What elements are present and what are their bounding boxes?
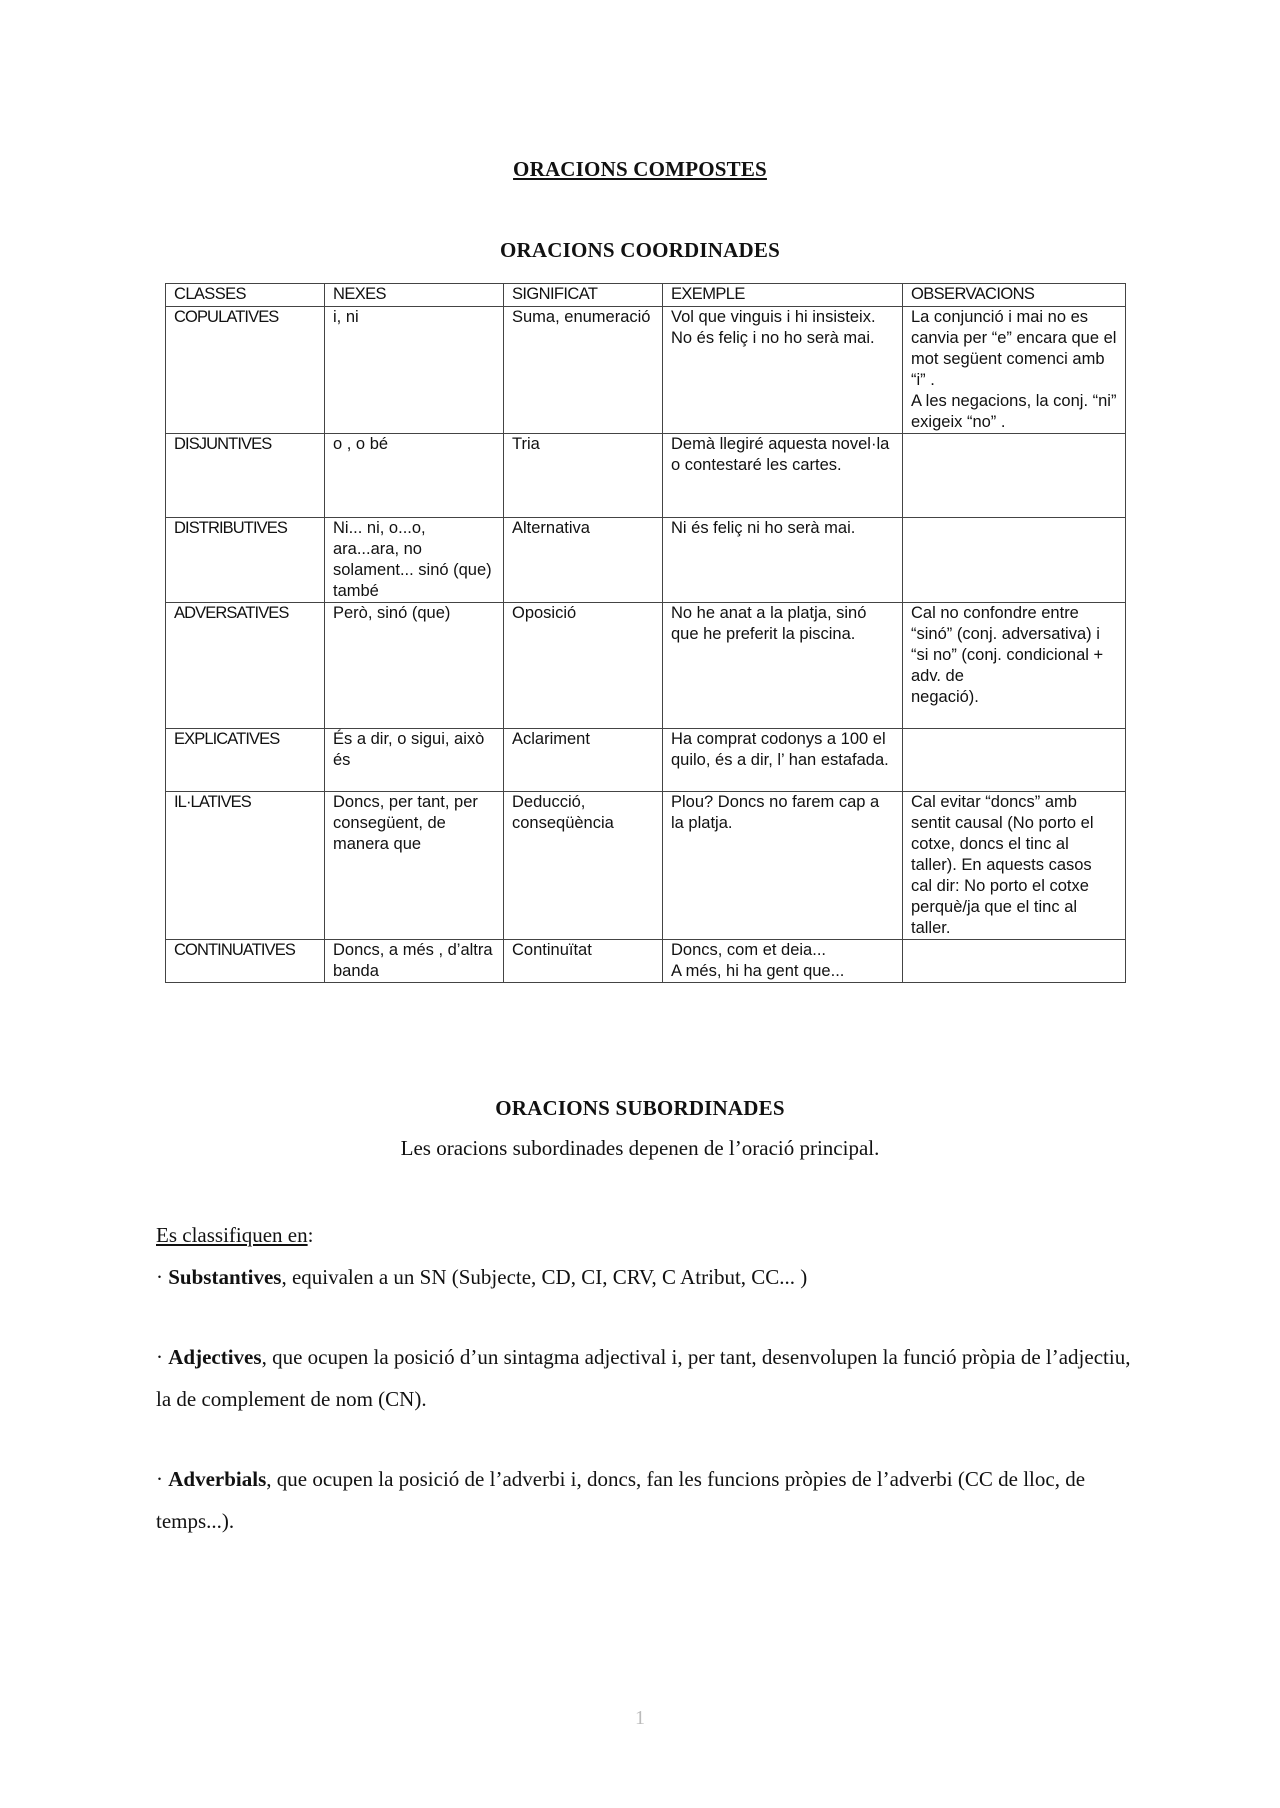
item-term: Substantives: [168, 1265, 282, 1289]
cell-nexes: Ni... ni, o...o, ara...ara, no solament... sinó (que) també: [325, 518, 504, 603]
cell-exemple: Ha comprat codonys a 100 el quilo, és a dir, l’ han estafada.: [663, 729, 903, 792]
table-row: [166, 434, 1126, 518]
table-row: [166, 307, 1126, 434]
cell-exemple: Ni és feliç ni ho serà mai.: [663, 518, 903, 603]
subordinades-intro: Les oracions subordinades depenen de l’oració principal.: [400, 1136, 880, 1160]
item-text: , que ocupen la posició d’un sintagma adjectival i, per tant, desenvolupen la funció pròpia de l’adjectiu, la de complement de nom (CN).: [156, 1345, 1131, 1411]
classify-label: Es classifiquen en: [156, 1223, 308, 1247]
cell-classes: ADVERSATIVES: [166, 603, 325, 729]
cell-classes: COPULATIVES: [166, 307, 325, 434]
item-term: Adverbials: [168, 1467, 267, 1491]
cell-exemple: Plou? Doncs no farem cap a la platja.: [663, 792, 903, 940]
cell-exemple: Demà llegiré aquesta novel·la o contestaré les cartes.: [663, 434, 903, 518]
cell-exemple: No he anat a la platja, sinó que he preferit la piscina.: [663, 603, 903, 729]
page-number: 1: [635, 1707, 645, 1729]
cell-significat: Oposició: [504, 603, 663, 729]
item-text: , que ocupen la posició de l’adverbi i, doncs, fan les funcions pròpies de l’adverbi (CC de lloc, de temps...).: [156, 1467, 1086, 1533]
cell-nexes: i, ni: [325, 307, 504, 434]
list-item: [156, 1458, 1131, 1542]
cell-nexes: o , o bé: [325, 434, 504, 518]
cell-significat: Deducció, conseqüència: [504, 792, 663, 940]
table-row: [166, 940, 1126, 983]
coordinades-title: ORACIONS COORDINADES: [500, 238, 780, 262]
header-observacions: OBSERVACIONS: [903, 284, 1126, 307]
table-row: [166, 792, 1126, 940]
cell-significat: Alternativa: [504, 518, 663, 603]
cell-exemple: Doncs, com et deia... A més, hi ha gent que...: [663, 940, 903, 983]
cell-observacions: Cal no confondre entre “sinó” (conj. adversativa) i “si no” (conj. condicional + adv. de negació).: [903, 603, 1126, 729]
cell-classes: DISTRIBUTIVES: [166, 518, 325, 603]
table-row: [166, 603, 1126, 729]
cell-observacions: [903, 729, 1126, 792]
cell-observacions: [903, 518, 1126, 603]
list-item: [156, 1336, 1131, 1420]
cell-classes: DISJUNTIVES: [166, 434, 325, 518]
item-text: , equivalen a un SN (Subjecte, CD, CI, CRV, C Atribut, CC... ): [281, 1265, 808, 1289]
main-title: ORACIONS COMPOSTES: [513, 157, 767, 181]
cell-significat: Continuïtat: [504, 940, 663, 983]
header-nexes: NEXES: [325, 284, 504, 307]
table-row: [166, 518, 1126, 603]
header-exemple: EXEMPLE: [663, 284, 903, 307]
classify-heading: [156, 1214, 1131, 1256]
cell-significat: Tria: [504, 434, 663, 518]
cell-significat: Suma, enumeració: [504, 307, 663, 434]
classification-section: [156, 1214, 1131, 1542]
cell-significat: Aclariment: [504, 729, 663, 792]
cell-nexes: És a dir, o sigui, això és: [325, 729, 504, 792]
cell-classes: IL·LATIVES: [166, 792, 325, 940]
cell-exemple: Vol que vinguis i hi insisteix. No és feliç i no ho serà mai.: [663, 307, 903, 434]
subordinades-title: ORACIONS SUBORDINADES: [495, 1096, 785, 1120]
cell-observacions: [903, 940, 1126, 983]
classify-colon: :: [307, 1223, 314, 1247]
cell-nexes: Doncs, a més , d’altra banda: [325, 940, 504, 983]
cell-classes: CONTINUATIVES: [166, 940, 325, 983]
cell-classes: EXPLICATIVES: [166, 729, 325, 792]
cell-nexes: Però, sinó (que): [325, 603, 504, 729]
header-significat: SIGNIFICAT: [504, 284, 663, 307]
cell-observacions: La conjunció i mai no es canvia per “e” encara que el mot següent comenci amb “i” . A les negacions, la conj. “ni” exigeix “no” .: [903, 307, 1126, 434]
item-term: Adjectives: [168, 1345, 262, 1369]
table-row: [166, 729, 1126, 792]
cell-observacions: Cal evitar “doncs” amb sentit causal (No porto el cotxe, doncs el tinc al taller). En aquests casos cal dir: No porto el cotxe perquè/ja que el tinc al taller.: [903, 792, 1126, 940]
table-header-row: [166, 284, 1126, 307]
header-classes: CLASSES: [166, 284, 325, 307]
bullet: ·: [156, 1345, 169, 1369]
cell-observacions: [903, 434, 1126, 518]
bullet: ·: [156, 1467, 169, 1491]
cell-nexes: Doncs, per tant, per consegüent, de manera que: [325, 792, 504, 940]
list-item: [156, 1256, 1131, 1298]
bullet: ·: [156, 1265, 169, 1289]
coordinades-table: [165, 283, 1126, 983]
